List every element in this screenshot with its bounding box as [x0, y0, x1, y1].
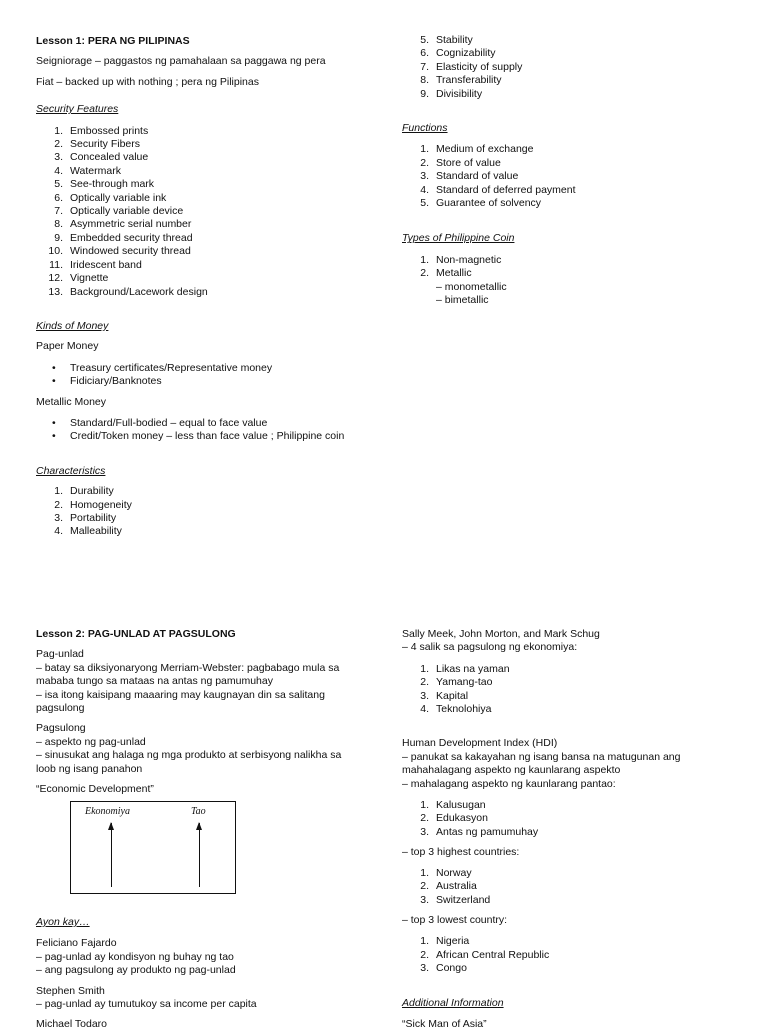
paper-money-label: Paper Money	[36, 340, 99, 353]
kinds-of-money-heading: Kinds of Money	[36, 319, 109, 332]
lowest-countries-list	[402, 935, 732, 975]
paper-money-list	[36, 362, 376, 389]
salik-list	[402, 663, 732, 717]
pagsulong-line: – sinusukat ang halaga ng mga produkto at serbisyong nalikha sa	[36, 749, 342, 762]
metallic-money-list	[36, 417, 376, 444]
list-item: 5. See-through mark	[54, 178, 155, 191]
list-item: 7. Optically variable device	[54, 205, 184, 218]
list-item: 9. Divisibility	[420, 87, 483, 100]
list-item: 1. Embossed prints	[54, 124, 149, 137]
list-item: 4. Malleability	[54, 525, 122, 538]
pagsulong-label: Pagsulong	[36, 722, 86, 735]
lesson2-left-column	[36, 628, 376, 796]
hdi-list	[402, 799, 732, 839]
up-arrow-icon	[199, 823, 200, 887]
pag-unlad-line: mababa tungo sa mataas na antas ng pamumuhay	[36, 675, 273, 688]
additional-info-heading: Additional Information	[402, 996, 504, 1009]
pagsulong-line: loob ng isang panahon	[36, 762, 143, 775]
list-item: • Credit/Token money – less than face value ; Philippine coin	[36, 430, 376, 443]
pag-unlad-label: Pag-unlad	[36, 648, 84, 661]
fajardo-line: – ang pagsulong ay produkto ng pag-unlad	[36, 964, 236, 977]
functions-list	[402, 143, 732, 210]
list-item: 5. Stability	[420, 34, 473, 46]
list-item: • Treasury certificates/Representative money	[36, 362, 376, 375]
list-item: 6. Optically variable ink	[54, 191, 167, 204]
list-item: 8. Asymmetric serial number	[54, 218, 192, 231]
top-highest-label: – top 3 highest countries:	[402, 846, 520, 859]
coin-types-list	[402, 254, 732, 281]
top-lowest-label: – top 3 lowest country:	[402, 913, 508, 926]
list-item: 3. Antas ng pamumuhay	[420, 825, 539, 838]
list-item: 2. Homogeneity	[54, 498, 132, 511]
pag-unlad-line: pagsulong	[36, 702, 85, 715]
security-features-heading: Security Features	[36, 103, 119, 116]
characteristics-list	[36, 485, 376, 539]
list-item: 12. Vignette	[48, 272, 109, 285]
list-item: 1. Kalusugan	[420, 799, 486, 812]
list-item: 1. Durability	[54, 485, 114, 498]
up-arrow-icon	[111, 823, 112, 887]
coin-subtype: – bimetallic	[436, 294, 489, 307]
sick-man-label: “Sick Man of Asia”	[402, 1017, 487, 1030]
list-item: • Standard/Full-bodied – equal to face value	[36, 417, 376, 430]
list-item: 2. Metallic	[420, 267, 472, 280]
lesson2-right-column	[402, 628, 732, 1031]
lesson1-title: Lesson 1: PERA NG PILIPINAS	[36, 35, 190, 47]
list-item: 2. Australia	[420, 880, 477, 893]
diagram-label-ekonomiya: Ekonomiya	[85, 806, 130, 817]
list-item: 3. Congo	[420, 962, 467, 975]
list-item: 3. Kapital	[420, 689, 469, 702]
lesson1-left-column	[36, 35, 376, 539]
list-item: 7. Elasticity of supply	[420, 60, 523, 73]
list-item: 1. Norway	[420, 866, 472, 879]
coin-subtype: – monometallic	[436, 280, 507, 293]
lesson2-title: Lesson 2: PAG-UNLAD AT PAGSULONG	[36, 628, 236, 640]
list-item: 3. Standard of value	[420, 170, 519, 183]
smith-line: – pag-unlad ay tumutukoy sa income per capita	[36, 998, 257, 1011]
list-item: 10. Windowed security thread	[48, 245, 191, 258]
list-item: 3. Switzerland	[420, 893, 491, 906]
pagsulong-line: – aspekto ng pag-unlad	[36, 735, 146, 748]
pag-unlad-line: – isa itong kaisipang maaaring may kaugnayan din sa salitang	[36, 688, 325, 701]
ayon-kay-heading: Ayon kay…	[36, 916, 90, 928]
list-item: 3. Concealed value	[54, 151, 149, 164]
economic-development-diagram	[70, 801, 236, 894]
characteristics-heading: Characteristics	[36, 464, 106, 477]
list-item: 1. Likas na yaman	[420, 662, 510, 675]
list-item: 2. Security Fibers	[54, 138, 141, 151]
list-item: 13. Background/Lacework design	[48, 285, 208, 298]
list-item: 8. Transferability	[420, 74, 502, 87]
list-item: 1. Medium of exchange	[420, 143, 534, 156]
todaro-name: Michael Todaro	[36, 1018, 108, 1031]
list-item: 2. Edukasyon	[420, 812, 488, 825]
metallic-money-label: Metallic Money	[36, 395, 107, 408]
seigniorage-definition: Seigniorage – paggastos ng pamahalaan sa paggawa ng pera	[36, 55, 326, 68]
list-item: 2. Store of value	[420, 156, 501, 169]
list-item: 9. Embedded security thread	[54, 231, 193, 244]
hdi-heading: Human Development Index (HDI)	[402, 737, 558, 750]
highest-countries-list	[402, 867, 732, 907]
list-item: 2. Yamang-tao	[420, 676, 493, 689]
list-item: 11. Iridescent band	[49, 258, 142, 271]
diagram-label-tao: Tao	[191, 806, 206, 817]
pag-unlad-line: – batay sa diksiyonaryong Merriam-Webster: pagbabago mula sa	[36, 661, 340, 674]
list-item: 5. Guarantee of solvency	[420, 197, 542, 210]
hdi-line: – mahalagang aspekto ng kaunlarang pantao:	[402, 777, 616, 790]
fajardo-line: – pag-unlad ay kondisyon ng buhay ng tao	[36, 950, 234, 963]
list-item: • Fidiciary/Banknotes	[36, 375, 376, 388]
list-item: 3. Portability	[54, 511, 117, 524]
list-item: 1. Non-magnetic	[420, 253, 502, 266]
list-item: 6. Cognizability	[420, 47, 496, 60]
characteristics-list-continued	[402, 34, 732, 101]
functions-heading: Functions	[402, 122, 448, 135]
meek-authors: Sally Meek, John Morton, and Mark Schug	[402, 628, 600, 640]
meek-line: – 4 salik sa pagsulong ng ekonomiya:	[402, 641, 578, 654]
list-item: 4. Teknolohiya	[420, 703, 492, 716]
lesson2-left-column-lower	[36, 916, 376, 1032]
list-item: 4. Watermark	[54, 164, 121, 177]
list-item: 1. Nigeria	[420, 935, 470, 948]
hdi-line: mahahalagang aspekto ng kaunlarang aspekto	[402, 764, 621, 777]
list-item: 4. Standard of deferred payment	[420, 183, 576, 196]
lesson1-right-column	[402, 34, 732, 308]
hdi-line: – panukat sa kakayahan ng isang bansa na matugunan ang	[402, 750, 681, 763]
fiat-definition: Fiat – backed up with nothing ; pera ng Pilipinas	[36, 75, 259, 88]
economic-development-label: “Economic Development”	[36, 783, 154, 796]
coin-types-heading: Types of Philippine Coin	[402, 232, 515, 245]
list-item: 2. African Central Republic	[420, 948, 550, 961]
fajardo-name: Feliciano Fajardo	[36, 937, 117, 950]
security-features-list	[36, 125, 376, 299]
smith-name: Stephen Smith	[36, 984, 105, 997]
